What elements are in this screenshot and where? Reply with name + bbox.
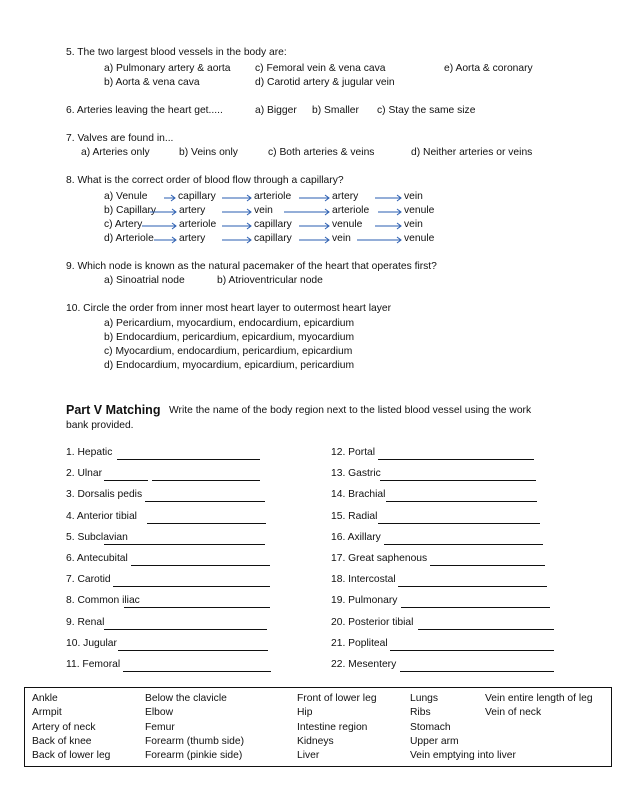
match-item-label: 6. Antecubital xyxy=(66,553,128,564)
arrow-right-icon xyxy=(375,194,402,202)
word-bank-term: Forearm (thumb side) xyxy=(145,735,244,747)
q10-option-b: b) Endocardium, pericardium, epicardium, myocardium xyxy=(104,332,355,343)
answer-blank[interactable] xyxy=(118,650,268,651)
part5-instructions-cont: bank provided. xyxy=(66,420,134,431)
match-item-label: 12. Portal xyxy=(331,447,376,458)
match-item-label: 3. Dorsalis pedis xyxy=(66,489,143,500)
answer-blank[interactable] xyxy=(104,629,267,630)
flow-option-label: c) Artery xyxy=(104,219,143,230)
answer-blank[interactable] xyxy=(390,650,554,651)
flow-step: capillary xyxy=(254,219,292,230)
arrow-right-icon xyxy=(142,222,177,230)
q5-option-e: e) Aorta & coronary xyxy=(444,63,533,74)
arrow-right-icon xyxy=(357,236,402,244)
match-item-label: 2. Ulnar xyxy=(66,468,103,479)
arrow-right-icon xyxy=(299,194,330,202)
answer-blank[interactable] xyxy=(145,501,265,502)
answer-blank[interactable] xyxy=(398,586,547,587)
word-bank-term: Elbow xyxy=(145,707,174,719)
match-item-label: 18. Intercostal xyxy=(331,574,396,585)
answer-blank[interactable] xyxy=(104,480,148,481)
flow-step: artery xyxy=(332,191,359,202)
answer-blank[interactable] xyxy=(124,607,270,608)
q5-option-a: a) Pulmonary artery & aorta xyxy=(104,63,231,74)
flow-step: capillary xyxy=(178,191,216,202)
q5-option-b: b) Aorta & vena cava xyxy=(104,77,200,88)
match-item-label: 10. Jugular xyxy=(66,638,117,649)
answer-blank[interactable] xyxy=(401,607,550,608)
word-bank-term: Artery of neck xyxy=(32,721,96,733)
arrow-right-icon xyxy=(154,236,177,244)
word-bank-term: Ankle xyxy=(32,693,58,704)
answer-blank[interactable] xyxy=(430,565,545,566)
arrow-right-icon xyxy=(222,222,252,230)
word-bank-term: Forearm (pinkie side) xyxy=(145,750,243,762)
flow-step: venule xyxy=(332,219,363,230)
match-item-label: 5. Subclavian xyxy=(66,532,128,543)
word-bank-term: Stomach xyxy=(410,721,451,733)
question-8-prompt: 8. What is the correct order of blood flow through a capillary? xyxy=(66,175,344,186)
q10-option-a: a) Pericardium, myocardium, endocardium, epicardium xyxy=(104,318,355,329)
match-item-label: 14. Brachial xyxy=(331,489,386,500)
word-bank-term: Vein of neck xyxy=(485,707,542,719)
match-item-label: 22. Mesentery xyxy=(331,659,397,670)
flow-option-label: d) Arteriole xyxy=(104,233,154,244)
flow-step: arteriole xyxy=(254,191,292,202)
answer-blank[interactable] xyxy=(418,629,554,630)
word-bank-term: Below the clavicle xyxy=(145,693,227,704)
q9-option-a: a) Sinoatrial node xyxy=(104,275,185,286)
flow-step: vein xyxy=(404,219,423,230)
arrow-right-icon xyxy=(375,222,402,230)
answer-blank[interactable] xyxy=(400,671,554,672)
flow-step: vein xyxy=(404,191,423,202)
answer-blank[interactable] xyxy=(117,459,260,460)
match-item-label: 11. Femoral xyxy=(66,659,121,670)
arrow-right-icon xyxy=(222,194,252,202)
match-item-label: 7. Carotid xyxy=(66,574,111,585)
answer-blank[interactable] xyxy=(147,523,266,524)
flow-option-label: a) Venule xyxy=(104,191,148,202)
q7-option-c: c) Both arteries & veins xyxy=(268,147,375,158)
arrow-right-icon xyxy=(299,236,330,244)
answer-blank[interactable] xyxy=(384,544,543,545)
match-item-label: 9. Renal xyxy=(66,617,105,628)
question-6-prompt: 6. Arteries leaving the heart get..... xyxy=(66,105,223,116)
q7-option-a: a) Arteries only xyxy=(81,147,150,158)
word-bank-term: Front of lower leg xyxy=(297,693,377,704)
arrow-right-icon xyxy=(164,194,176,202)
arrow-right-icon xyxy=(299,222,330,230)
arrow-right-icon xyxy=(222,208,252,216)
answer-blank[interactable] xyxy=(152,480,260,481)
word-bank-term: Back of knee xyxy=(32,735,92,747)
flow-step: venule xyxy=(404,233,435,244)
word-bank-term: Armpit xyxy=(32,707,62,719)
flow-step: arteriole xyxy=(179,219,217,230)
q10-option-c: c) Myocardium, endocardium, pericardium, epicardium xyxy=(104,346,353,357)
flow-step: capillary xyxy=(254,233,292,244)
word-bank-term: Vein entire length of leg xyxy=(485,693,593,704)
answer-blank[interactable] xyxy=(378,523,540,524)
word-bank-term: Femur xyxy=(145,721,175,733)
word-bank xyxy=(24,687,612,767)
q6-option-c: c) Stay the same size xyxy=(377,105,476,116)
word-bank-term: Intestine region xyxy=(297,721,368,733)
flow-step: arteriole xyxy=(332,205,370,216)
match-item-label: 4. Anterior tibial xyxy=(66,511,137,522)
word-bank-term: Kidneys xyxy=(297,735,334,747)
match-item-label: 17. Great saphenous xyxy=(331,553,428,564)
answer-blank[interactable] xyxy=(386,501,537,502)
arrow-right-icon xyxy=(284,208,330,216)
q5-option-d: d) Carotid artery & jugular vein xyxy=(255,77,395,88)
answer-blank[interactable] xyxy=(378,459,534,460)
part5-title: Part V Matching xyxy=(66,403,161,417)
q6-option-a: a) Bigger xyxy=(255,105,297,116)
match-item-label: 16. Axillary xyxy=(331,532,381,543)
answer-blank[interactable] xyxy=(131,565,270,566)
arrow-right-icon xyxy=(150,208,177,216)
flow-option-label: b) Capillary xyxy=(104,205,157,216)
answer-blank[interactable] xyxy=(123,671,271,672)
q10-option-d: d) Endocardium, myocardium, epicardium, pericardium xyxy=(104,360,355,371)
word-bank-term: Ribs xyxy=(410,707,431,719)
word-bank-term: Back of lower leg xyxy=(32,750,111,762)
flow-step: venule xyxy=(404,205,435,216)
q7-option-d: d) Neither arteries or veins xyxy=(411,147,533,158)
q7-option-b: b) Veins only xyxy=(179,147,238,158)
match-item-label: 13. Gastric xyxy=(331,468,381,479)
match-item-label: 8. Common iliac xyxy=(66,595,140,606)
arrow-right-icon xyxy=(378,208,402,216)
match-item-label: 15. Radial xyxy=(331,511,378,522)
word-bank-term: Liver xyxy=(297,750,320,762)
question-7-prompt: 7. Valves are found in... xyxy=(66,133,174,144)
match-item-label: 20. Posterior tibial xyxy=(331,617,414,628)
question-5-prompt: 5. The two largest blood vessels in the body are: xyxy=(66,47,287,58)
word-bank-term: Hip xyxy=(297,707,313,719)
question-9-prompt: 9. Which node is known as the natural pacemaker of the heart that operates first? xyxy=(66,261,437,272)
q6-option-b: b) Smaller xyxy=(312,105,359,116)
match-item-label: 21. Popliteal xyxy=(331,638,388,649)
part5-instructions: Write the name of the body region next to the listed blood vessel using the work xyxy=(169,405,532,416)
arrow-right-icon xyxy=(222,236,252,244)
answer-blank[interactable] xyxy=(104,544,265,545)
word-bank-term: Upper arm xyxy=(410,735,459,747)
flow-step: artery xyxy=(179,205,206,216)
answer-blank[interactable] xyxy=(113,586,270,587)
answer-blank[interactable] xyxy=(380,480,536,481)
q9-option-b: b) Atrioventricular node xyxy=(217,275,323,286)
match-item-label: 19. Pulmonary xyxy=(331,595,398,606)
word-bank-term: Lungs xyxy=(410,693,439,704)
question-10-prompt: 10. Circle the order from inner most heart layer to outermost heart layer xyxy=(66,303,392,314)
flow-step: vein xyxy=(332,233,351,244)
flow-step: vein xyxy=(254,205,273,216)
match-item-label: 1. Hepatic xyxy=(66,447,113,458)
flow-step: artery xyxy=(179,233,206,244)
q5-option-c: c) Femoral vein & vena cava xyxy=(255,63,386,74)
word-bank-term: Vein emptying into liver xyxy=(410,750,516,762)
